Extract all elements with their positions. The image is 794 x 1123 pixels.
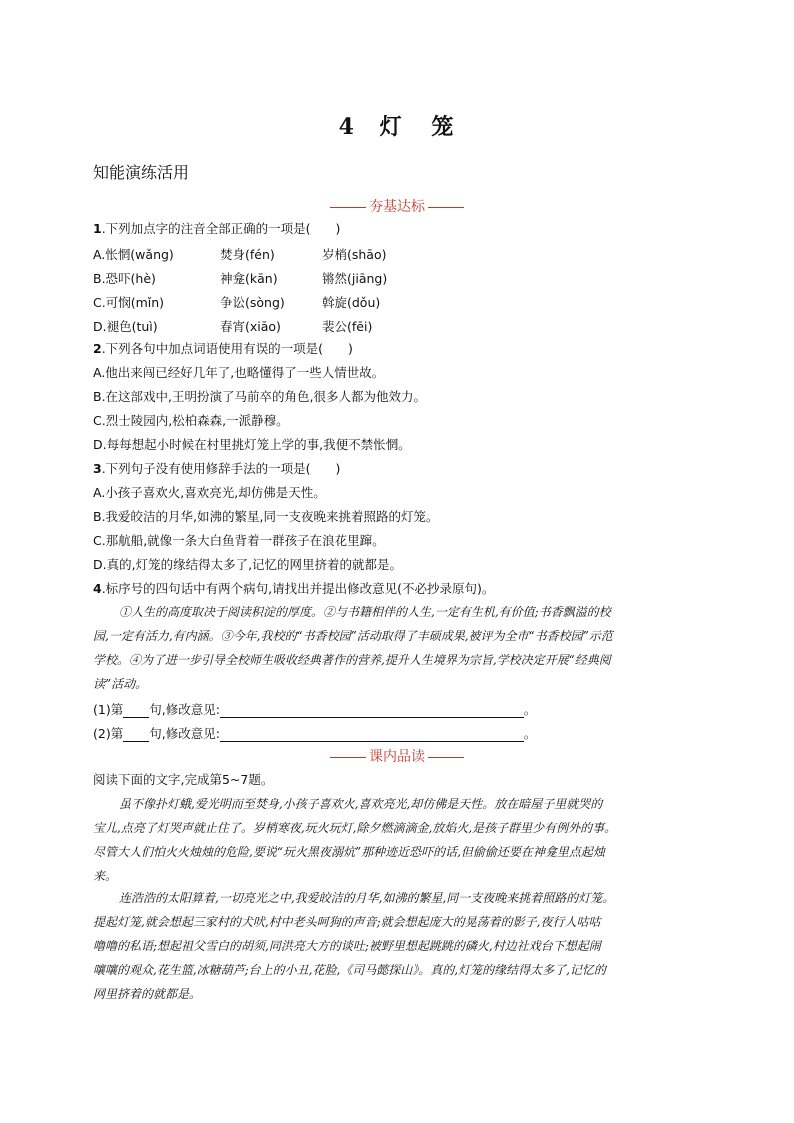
- q3-option-b: B.我爱皎洁的月华,如沸的繁星,同一支夜晚来挑着照路的灯笼。: [93, 509, 439, 524]
- passage-line: ①人生的高度取决于阅读积淀的厚度。②与书籍相伴的人生,一定有生机,有价值;书香飘溢的校: [119, 605, 611, 619]
- q1-option-b-3: 锵然(jiāng): [322, 271, 388, 286]
- passage-line: 读”活动。: [93, 677, 148, 691]
- section-title: 夯基达标: [369, 199, 425, 215]
- question-4-stem: [93, 581, 494, 597]
- q1-option-d-3: 裴公(fēi): [322, 319, 373, 334]
- answer-prefix: (2)第: [93, 726, 124, 741]
- divider: [330, 207, 366, 208]
- question-text: .下列加点字的注音全部正确的一项是( ): [101, 221, 341, 236]
- question-number: 1: [93, 221, 102, 236]
- passage-line: 尽管大人们怕火火烛烛的危险,要说“玩火黑夜溺炕”那种迹近恐吓的话,但偷偷还要在神龛里点起烛: [93, 845, 605, 859]
- passage-line: 虽不像扑灯蛾,爱光明而至焚身,小孩子喜欢火,喜欢亮光,却仿佛是天性。放在暗屋子里就哭的: [119, 797, 603, 811]
- q1-option-b-1: B.恐吓(hè): [93, 271, 156, 286]
- divider: [428, 207, 464, 208]
- q4-answer-line-1: [93, 702, 536, 718]
- q2-option-a: A.他出来闯已经好几年了,也略懂得了一些人情世故。: [93, 365, 385, 380]
- section-title: 课内品读: [369, 749, 425, 765]
- question-text: .下列句子没有使用修辞手法的一项是( ): [101, 461, 341, 476]
- divider: [330, 757, 366, 758]
- section-header-basic: [0, 196, 794, 216]
- title-char-2: 笼: [431, 114, 456, 140]
- q3-option-c: C.那航船,就像一条大白鱼背着一群孩子在浪花里蹿。: [93, 533, 385, 548]
- question-number: 2: [93, 341, 102, 356]
- sentence-number-blank[interactable]: [123, 729, 149, 742]
- passage-line: 连浩浩的太阳算着,一切亮光之中,我爱皎洁的月华,如沸的繁星,同一支夜晚来挑着照路的灯笼。: [119, 891, 615, 905]
- title-char-1: 灯: [379, 114, 404, 140]
- answer-prefix: (1)第: [93, 702, 124, 717]
- passage-line: 网里挤着的就都是。: [93, 987, 202, 1001]
- q1-option-a-1: A.怅惘(wǎng): [93, 247, 174, 262]
- question-number: 3: [93, 461, 102, 476]
- reading-paragraph-2: [93, 886, 711, 1006]
- q1-option-c-2: 争讼(sòng): [220, 295, 285, 310]
- q2-option-c: C.烈士陵园内,松柏森森,一派静穆。: [93, 413, 289, 428]
- question-2-stem: [93, 341, 353, 357]
- q2-option-b: B.在这部戏中,王明扮演了马前卒的角色,很多人都为他效力。: [93, 389, 426, 404]
- answer-end: 。: [523, 702, 537, 717]
- passage-line: 提起灯笼,就会想起三家村的犬吠,村中老头呵狗的声音;就会想起庞大的晃荡着的影子,夜行人咕咕: [93, 915, 601, 929]
- passage-line: 学校。④为了进一步引导全校师生吸收经典著作的营养,提升人生境界为宗旨,学校决定开展“经典阅: [93, 653, 611, 667]
- divider: [428, 757, 464, 758]
- answer-label: 句,修改意见:: [149, 726, 220, 741]
- q1-option-c-1: C.可悯(mǐn): [93, 295, 165, 310]
- question-text: .下列各句中加点词语使用有误的一项是( ): [101, 341, 353, 356]
- revision-blank[interactable]: [220, 705, 524, 718]
- lesson-title: [0, 110, 794, 141]
- q4-passage: [93, 600, 711, 696]
- passage-line: 噜噜的私语;想起祖父雪白的胡须,同洪亮大方的谈吐;被野里想起跳跳的磷火,村边社戏台下想起闹: [93, 939, 601, 953]
- q2-option-d: D.每每想起小时候在村里挑灯笼上学的事,我便不禁怅惘。: [93, 437, 411, 452]
- reading-paragraph-1: [93, 792, 711, 888]
- answer-end: 。: [523, 726, 537, 741]
- question-number: 4: [93, 581, 102, 596]
- sentence-number-blank[interactable]: [123, 705, 149, 718]
- lesson-number: 4: [338, 114, 356, 140]
- answer-label: 句,修改意见:: [149, 702, 220, 717]
- q3-option-a: A.小孩子喜欢火,喜欢亮光,却仿佛是天性。: [93, 485, 326, 500]
- question-text: .标序号的四句话中有两个病句,请找出并提出修改意见(不必抄录原句)。: [101, 581, 495, 596]
- passage-line: 园,一定有活力,有内涵。③今年,我校的“书香校园”活动取得了丰硕成果,被评为全市“书香校园”示范: [93, 629, 613, 643]
- passage-line: 宝儿,点亮了灯哭声就止住了。岁梢寒夜,玩火玩灯,除夕燃滴滴金,放焰火,是孩子群里少有例外的事。: [93, 821, 617, 835]
- q1-option-d-2: 春宵(xiāo): [220, 319, 281, 334]
- q4-answer-line-2: [93, 726, 536, 742]
- passage-line: 来。: [93, 869, 118, 883]
- q1-option-d-1: D.褪色(tuì): [93, 319, 158, 334]
- q1-option-c-3: 斡旋(dǒu): [322, 295, 381, 310]
- question-1-stem: [93, 221, 340, 237]
- q3-option-d: D.真的,灯笼的缘结得太多了,记忆的网里挤着的就都是。: [93, 557, 403, 572]
- q1-option-a-2: 焚身(fén): [220, 247, 275, 262]
- q1-option-b-2: 神龛(kān): [220, 271, 278, 286]
- passage-line: 嚷嚷的观众,花生篮,冰糖葫芦;台上的小丑,花脸,《司马懿探山》。真的,灯笼的缘结得太多了,记忆的: [93, 963, 606, 977]
- reading-intro: 阅读下面的文字,完成第5~7题。: [93, 772, 274, 787]
- q1-option-a-3: 岁梢(shāo): [322, 247, 387, 262]
- subtitle: 知能演练活用: [93, 163, 190, 182]
- section-header-reading: [0, 746, 794, 766]
- question-3-stem: [93, 461, 340, 477]
- revision-blank[interactable]: [220, 729, 524, 742]
